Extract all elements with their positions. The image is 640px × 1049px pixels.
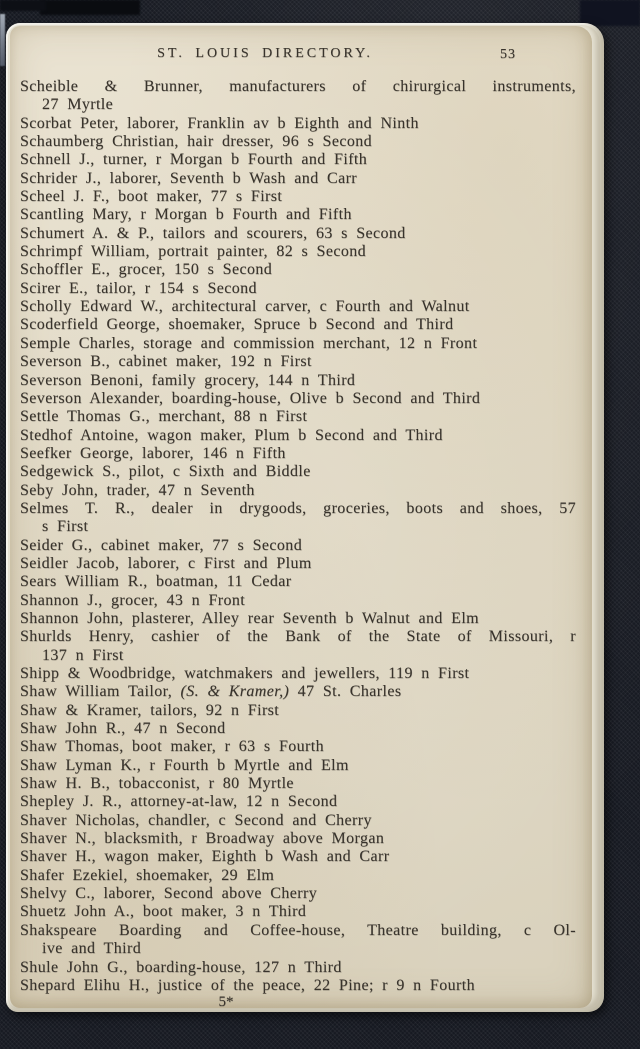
entry-text: Shakspeare Boarding and Coffee-house, Theatre building, c Ol- bbox=[20, 921, 576, 939]
directory-line bbox=[20, 427, 576, 445]
directory-line bbox=[20, 922, 576, 940]
directory-line bbox=[20, 316, 576, 334]
directory-line bbox=[20, 812, 576, 830]
directory-entry bbox=[20, 335, 576, 353]
directory-entry bbox=[20, 573, 576, 591]
directory-line bbox=[20, 775, 576, 793]
directory-line bbox=[20, 500, 576, 518]
directory-entry bbox=[20, 848, 576, 866]
directory-entry bbox=[20, 555, 576, 573]
entry-text: Schumert A. & P., tailors and scourers, 63 s Second bbox=[20, 224, 406, 242]
directory-entry bbox=[20, 922, 576, 959]
entry-text: Shaw & Kramer, tailors, 92 n First bbox=[20, 701, 280, 719]
directory-line bbox=[20, 133, 576, 151]
entry-text: Scorbat Peter, laborer, Franklin av b Eighth and Ninth bbox=[20, 114, 419, 132]
directory-entry bbox=[20, 151, 576, 169]
entry-text: Shaver Nicholas, chandler, c Second and Cherry bbox=[20, 811, 372, 829]
entry-text: Seider G., cabinet maker, 77 s Second bbox=[20, 536, 303, 554]
directory-entry bbox=[20, 702, 576, 720]
cover-shadow-patch bbox=[40, 0, 140, 15]
directory-line bbox=[20, 903, 576, 921]
directory-line bbox=[20, 261, 576, 279]
entry-text: Severson B., cabinet maker, 192 n First bbox=[20, 353, 312, 371]
directory-line bbox=[20, 977, 576, 995]
directory-line bbox=[20, 463, 576, 481]
directory-entry bbox=[20, 977, 576, 995]
directory-line bbox=[20, 830, 576, 848]
directory-line bbox=[20, 225, 576, 243]
directory-line bbox=[20, 243, 576, 261]
directory-line bbox=[20, 372, 576, 390]
directory-line bbox=[20, 353, 576, 371]
directory-line bbox=[20, 445, 576, 463]
directory-entry bbox=[20, 427, 576, 445]
directory-line bbox=[20, 335, 576, 353]
entry-text: Seefker George, laborer, 146 n Fifth bbox=[20, 444, 286, 462]
entry-text: Severson Benoni, family grocery, 144 n Third bbox=[20, 371, 356, 389]
directory-line bbox=[20, 702, 576, 720]
entry-text: Schaumberg Christian, hair dresser, 96 s Second bbox=[20, 133, 373, 151]
directory-entry bbox=[20, 738, 576, 756]
directory-entry bbox=[20, 408, 576, 426]
directory-entry bbox=[20, 225, 576, 243]
entry-text: Shaw William Tailor, bbox=[20, 683, 181, 701]
entry-text: Schoffler E., grocer, 150 s Second bbox=[20, 261, 273, 279]
directory-entry bbox=[20, 463, 576, 481]
directory-line bbox=[20, 885, 576, 903]
directory-entry bbox=[20, 885, 576, 903]
directory-entry bbox=[20, 867, 576, 885]
directory-line bbox=[20, 610, 576, 628]
directory-line bbox=[42, 647, 576, 665]
entry-text: Semple Charles, storage and commission merchant, 12 n Front bbox=[20, 334, 478, 352]
entry-text: Scheel J. F., boot maker, 77 s First bbox=[20, 188, 283, 206]
directory-entry bbox=[20, 665, 576, 683]
directory-entry bbox=[20, 720, 576, 738]
directory-line bbox=[20, 592, 576, 610]
directory-entry bbox=[20, 445, 576, 463]
entry-text-italic: (S. & Kramer,) bbox=[180, 683, 290, 701]
directory-line bbox=[20, 537, 576, 555]
directory-entries bbox=[20, 78, 576, 995]
directory-line bbox=[42, 96, 576, 114]
entry-text: Shule John G., boarding-house, 127 n Third bbox=[20, 958, 342, 976]
directory-entry bbox=[20, 115, 576, 133]
directory-entry bbox=[20, 390, 576, 408]
entry-text: Seidler Jacob, laborer, c First and Plum bbox=[20, 554, 312, 572]
entry-text: Shaver H., wagon maker, Eighth b Wash and Carr bbox=[20, 848, 390, 866]
directory-entry bbox=[20, 793, 576, 811]
page-header-title: ST. LOUIS DIRECTORY. bbox=[157, 46, 373, 61]
directory-entry bbox=[20, 280, 576, 298]
directory-line bbox=[20, 738, 576, 756]
directory-entry bbox=[20, 206, 576, 224]
entry-text: Settle Thomas G., merchant, 88 n First bbox=[20, 408, 308, 426]
directory-line bbox=[42, 940, 576, 958]
entry-text: Sears William R., boatman, 11 Cedar bbox=[20, 573, 292, 591]
entry-text: s First bbox=[42, 518, 89, 536]
entry-text: ive and Third bbox=[42, 940, 142, 958]
entry-text: Shuetz John A., boot maker, 3 n Third bbox=[20, 903, 307, 921]
directory-entry bbox=[20, 482, 576, 500]
directory-entry bbox=[20, 830, 576, 848]
directory-entry bbox=[20, 243, 576, 261]
directory-line bbox=[20, 720, 576, 738]
entry-text: Shurlds Henry, cashier of the Bank of the State of Missouri, r bbox=[20, 628, 576, 646]
directory-line bbox=[20, 188, 576, 206]
entry-text: Schnell J., turner, r Morgan b Fourth and Fifth bbox=[20, 151, 368, 169]
directory-line bbox=[20, 170, 576, 188]
entry-text: Severson Alexander, boarding-house, Olive b Second and Third bbox=[20, 389, 481, 407]
directory-line bbox=[20, 665, 576, 683]
directory-line bbox=[42, 518, 576, 536]
entry-text: Seby John, trader, 47 n Seventh bbox=[20, 481, 255, 499]
entry-text: Sedgewick S., pilot, c Sixth and Biddle bbox=[20, 463, 311, 481]
directory-entry bbox=[20, 133, 576, 151]
entry-text: Shaw H. B., tobacconist, r 80 Myrtle bbox=[20, 775, 294, 793]
entry-text: 137 n First bbox=[42, 646, 124, 664]
entry-text: Scholly Edward W., architectural carver, c Fourth and Walnut bbox=[20, 298, 470, 316]
directory-line bbox=[20, 757, 576, 775]
directory-line bbox=[20, 793, 576, 811]
entry-text: Shannon J., grocer, 43 n Front bbox=[20, 591, 246, 609]
entry-text: 47 St. Charles bbox=[289, 683, 402, 701]
directory-entry bbox=[20, 610, 576, 628]
directory-line bbox=[20, 573, 576, 591]
directory-page bbox=[10, 26, 592, 1008]
directory-entry bbox=[20, 628, 576, 665]
directory-line bbox=[20, 555, 576, 573]
directory-entry bbox=[20, 372, 576, 390]
page-number: 53 bbox=[500, 47, 516, 62]
directory-entry bbox=[20, 903, 576, 921]
entry-text: 27 Myrtle bbox=[42, 96, 114, 114]
entry-text: Shaver N., blacksmith, r Broadway above Morgan bbox=[20, 830, 385, 848]
entry-text: Shipp & Woodbridge, watchmakers and jewellers, 119 n First bbox=[20, 665, 470, 682]
entry-text: Shaw Thomas, boot maker, r 63 s Fourth bbox=[20, 738, 325, 756]
directory-entry bbox=[20, 537, 576, 555]
directory-entry bbox=[20, 170, 576, 188]
entry-text: Shafer Ezekiel, shoemaker, 29 Elm bbox=[20, 866, 275, 884]
photo-edge-sliver bbox=[0, 14, 5, 66]
directory-entry bbox=[20, 757, 576, 775]
entry-text: Schrider J., laborer, Seventh b Wash and Carr bbox=[20, 169, 358, 187]
directory-entry bbox=[20, 353, 576, 371]
directory-line bbox=[20, 151, 576, 169]
directory-entry bbox=[20, 683, 576, 701]
entry-text: Scirer E., tailor, r 154 s Second bbox=[20, 279, 257, 297]
directory-entry bbox=[20, 298, 576, 316]
directory-entry bbox=[20, 188, 576, 206]
directory-line bbox=[20, 628, 576, 646]
directory-entry bbox=[20, 775, 576, 793]
directory-line bbox=[20, 482, 576, 500]
entry-text: Schrimpf William, portrait painter, 82 s Second bbox=[20, 243, 367, 261]
entry-text: Scantling Mary, r Morgan b Fourth and Fifth bbox=[20, 206, 352, 224]
entry-text: Scoderfield George, shoemaker, Spruce b Second and Third bbox=[20, 316, 454, 334]
directory-line bbox=[20, 206, 576, 224]
directory-entry bbox=[20, 500, 576, 537]
entry-text: Scheible & Brunner, manufacturers of chirurgical instruments, bbox=[20, 78, 576, 95]
entry-text: Shelvy C., laborer, Second above Cherry bbox=[20, 885, 318, 903]
entry-text: Stedhof Antoine, wagon maker, Plum b Second and Third bbox=[20, 426, 443, 444]
entry-text: Shaw John R., 47 n Second bbox=[20, 720, 226, 738]
directory-line bbox=[20, 959, 576, 977]
cover-shadow-patch bbox=[0, 0, 46, 11]
entry-text: Shepard Elihu H., justice of the peace, 22 Pine; r 9 n Fourth bbox=[20, 976, 475, 994]
directory-line bbox=[20, 408, 576, 426]
directory-line bbox=[20, 78, 576, 96]
directory-entry bbox=[20, 261, 576, 279]
signature-mark: 5* bbox=[218, 994, 234, 1010]
directory-line bbox=[20, 683, 576, 701]
directory-entry bbox=[20, 78, 576, 115]
directory-line bbox=[20, 390, 576, 408]
directory-entry bbox=[20, 316, 576, 334]
directory-line bbox=[20, 115, 576, 133]
directory-line bbox=[20, 298, 576, 316]
entry-text: Shepley J. R., attorney-at-law, 12 n Second bbox=[20, 793, 338, 811]
cover-shadow-patch bbox=[580, 0, 640, 26]
entry-text: Shaw Lyman K., r Fourth b Myrtle and Elm bbox=[20, 756, 349, 774]
directory-line bbox=[20, 280, 576, 298]
entry-text: Shannon John, plasterer, Alley rear Seventh b Walnut and Elm bbox=[20, 609, 480, 627]
directory-line bbox=[20, 848, 576, 866]
directory-line bbox=[20, 867, 576, 885]
directory-entry bbox=[20, 592, 576, 610]
entry-text: Selmes T. R., dealer in drygoods, groceries, boots and shoes, 57 bbox=[20, 499, 576, 517]
directory-entry bbox=[20, 812, 576, 830]
directory-entry bbox=[20, 959, 576, 977]
